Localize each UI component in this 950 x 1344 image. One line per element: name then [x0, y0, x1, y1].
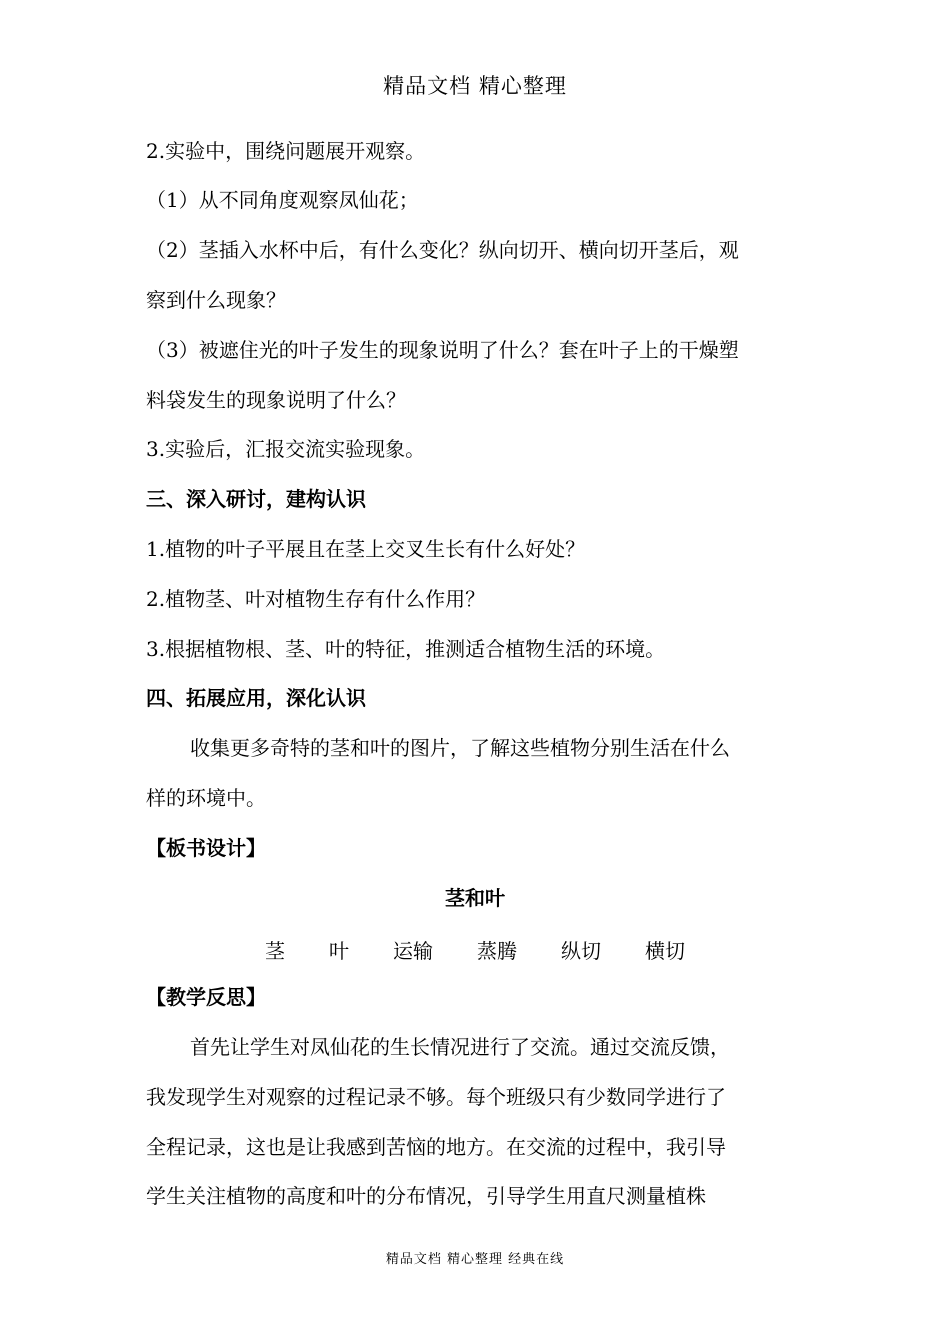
- text-line: 察到什么现象？: [146, 288, 286, 312]
- text-line: 3.根据植物根、茎、叶的特征，推测适合植物生活的环境。: [146, 637, 666, 661]
- text-line: 1.植物的叶子平展且在茎上交叉生长有什么好处？: [146, 537, 586, 561]
- text-line: （2）茎插入水杯中后，有什么变化？纵向切开、横向切开茎后，观: [146, 238, 739, 262]
- text-line: 料袋发生的现象说明了什么？: [146, 388, 406, 412]
- text-line: 收集更多奇特的茎和叶的图片，了解这些植物分别生活在什么: [190, 736, 730, 760]
- page-header: 精品文档 精心整理: [383, 74, 567, 98]
- text-line: 3.实验后，汇报交流实验现象。: [146, 437, 426, 461]
- board-term: 叶: [329, 939, 349, 963]
- board-term: 茎: [265, 939, 285, 963]
- page-footer: 精品文档 精心整理 经典在线: [385, 1252, 565, 1267]
- board-design-heading: 【板书设计】: [146, 836, 266, 860]
- text-line: 学生关注植物的高度和叶的分布情况，引导学生用直尺测量植株: [146, 1184, 706, 1208]
- text-line: （1）从不同角度观察凤仙花；: [146, 188, 419, 212]
- board-term: 蒸腾: [477, 939, 517, 963]
- board-term: 运输: [393, 939, 433, 963]
- text-line: 2.植物茎、叶对植物生存有什么作用？: [146, 587, 486, 611]
- reflection-heading: 【教学反思】: [146, 985, 266, 1009]
- board-term: 横切: [645, 939, 685, 963]
- board-terms-row: [0, 935, 950, 964]
- text-line: 首先让学生对凤仙花的生长情况进行了交流。通过交流反馈，: [190, 1035, 730, 1059]
- section-heading-3: 三、深入研讨，建构认识: [146, 487, 366, 511]
- text-line: 2.实验中，围绕问题展开观察。: [146, 139, 426, 163]
- text-line: 样的环境中。: [146, 786, 266, 810]
- text-line: 我发现学生对观察的过程记录不够。每个班级只有少数同学进行了: [146, 1085, 726, 1109]
- board-term: 纵切: [561, 939, 601, 963]
- text-line: 全程记录，这也是让我感到苦恼的地方。在交流的过程中，我引导: [146, 1135, 726, 1159]
- section-heading-4: 四、拓展应用，深化认识: [146, 686, 366, 710]
- board-title: 茎和叶: [445, 886, 505, 910]
- text-line: （3）被遮住光的叶子发生的现象说明了什么？套在叶子上的干燥塑: [146, 338, 739, 362]
